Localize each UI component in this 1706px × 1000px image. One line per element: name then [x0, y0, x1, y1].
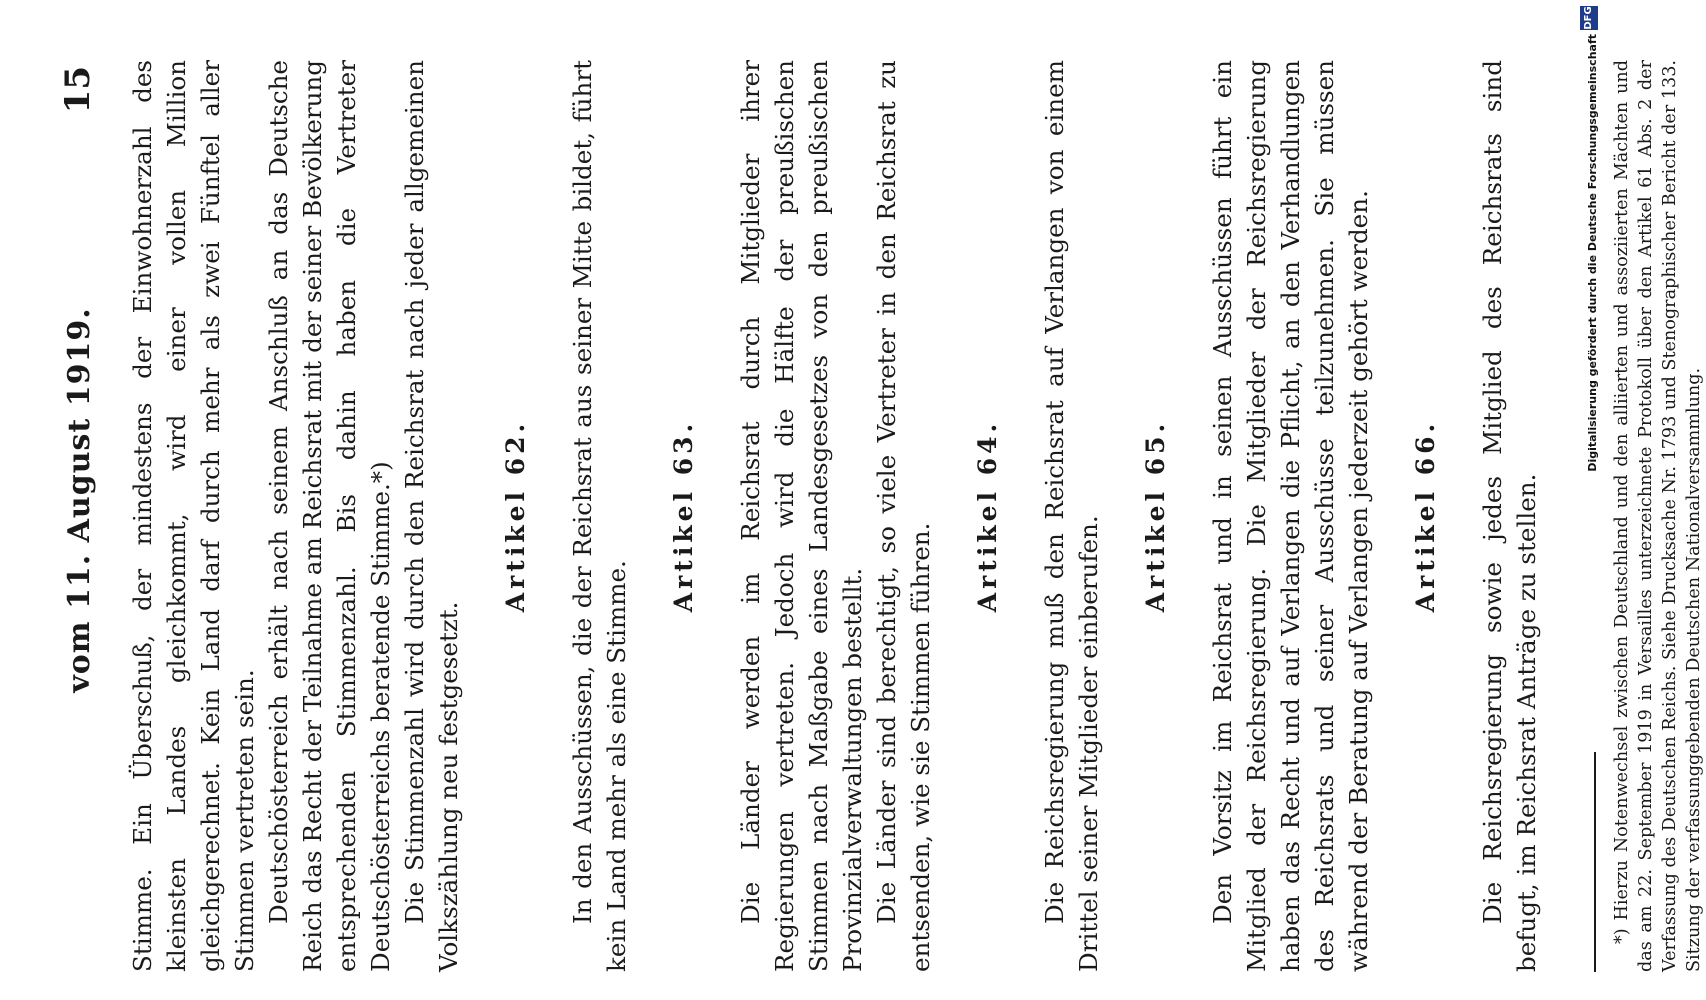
- document-body: [126, 60, 1706, 972]
- article-63-paragraph-2: Die Länder sind berechtigt, so viele Vertreter in den Reichsrat zu entsenden, wie sie Stimmen führen.: [872, 60, 935, 972]
- page-number: 15: [58, 66, 98, 114]
- digitization-credit: [1562, 0, 1622, 1000]
- article-65-heading: Artikel 65.: [1141, 419, 1170, 613]
- paragraph-stimme: Stimme. Ein Überschuß, der mindestens der Einwohnerzahl des kleinsten Landes gleichkommt, wird einer vollen Million gleichgerechnet. Kein Land darf durch mehr als zwei Fünftel aller Stimmen vertreten sein.: [128, 60, 259, 972]
- article-63-paragraph-1: Die Länder werden im Reichsrat durch Mitglieder ihrer Regierungen vertreten. Jedoch wird die Hälfte der preußischen Stimmen nach Maßgabe eines Landesgesetzes von den preußischen Provinzialverwaltungen bestellt.: [736, 60, 867, 972]
- dfg-logo-icon: DFG: [1580, 6, 1598, 30]
- paragraph-stimmenzahl: Die Stimmenzahl wird durch den Reichsrat nach jeder allgemeinen Volkszählung neu festgesetzt.: [400, 60, 463, 972]
- article-64-heading: Artikel 64.: [973, 419, 1002, 613]
- article-64-paragraph: Die Reichsregierung muß den Reichsrat auf Verlangen von einem Drittel seiner Mitglieder einberufen.: [1040, 60, 1103, 972]
- article-62-heading: Artikel 62.: [501, 419, 530, 613]
- article-66-paragraph: Die Reichsregierung sowie jedes Mitglied des Reichsrats sind befugt, im Reichsrat Anträge zu stellen.: [1478, 60, 1541, 972]
- article-65-paragraph: Den Vorsitz im Reichsrat und in seinen Ausschüssen führt ein Mitglied der Reichsregierung. Die Mitglieder der Reichsregierung haben das Recht und auf Verlangen die Pflicht, an den Verhandlungen des Reichsrats und seiner Ausschüsse teilzunehmen. Sie müssen während der Beratung auf Verlangen jederzeit gehört werden.: [1208, 60, 1373, 972]
- page-header: [18, 60, 98, 940]
- credit-text: Digitalisierung gefördert durch die Deutsche Forschungsgemeinschaft: [1586, 34, 1599, 472]
- article-66-heading: Artikel 66.: [1411, 419, 1440, 613]
- article-63-heading: Artikel 63.: [669, 419, 698, 613]
- page-title: vom 11. August 1919.: [62, 307, 97, 693]
- article-62-paragraph: In den Ausschüssen, die der Reichsrat aus seiner Mitte bildet, führt kein Land mehr als eine Stimme.: [568, 60, 631, 972]
- footnote: *) Hierzu Notenwechsel zwischen Deutschland und den alliierten und assoziierten Mächten und das am 22. September 1919 in Versailles unterzeichnete Protokoll über den Artikel 61 Abs. 2 der Verfassung des Deutschen Reichs. Siehe Drucksache Nr. 1793 und Stenographischer Bericht der 133. Sitzung der verfassunggebenden Deutschen Nationalversammlung.: [1612, 60, 1704, 972]
- paragraph-deutschoesterreich: Deutschösterreich erhält nach seinem Anschluß an das Deutsche Reich das Recht der Teilnahme am Reichsrat mit der seiner Bevölkerung entsprechenden Stimmenzahl. Bis dahin haben die Vertreter Deutschösterreichs beratende Stimme.*): [264, 60, 395, 972]
